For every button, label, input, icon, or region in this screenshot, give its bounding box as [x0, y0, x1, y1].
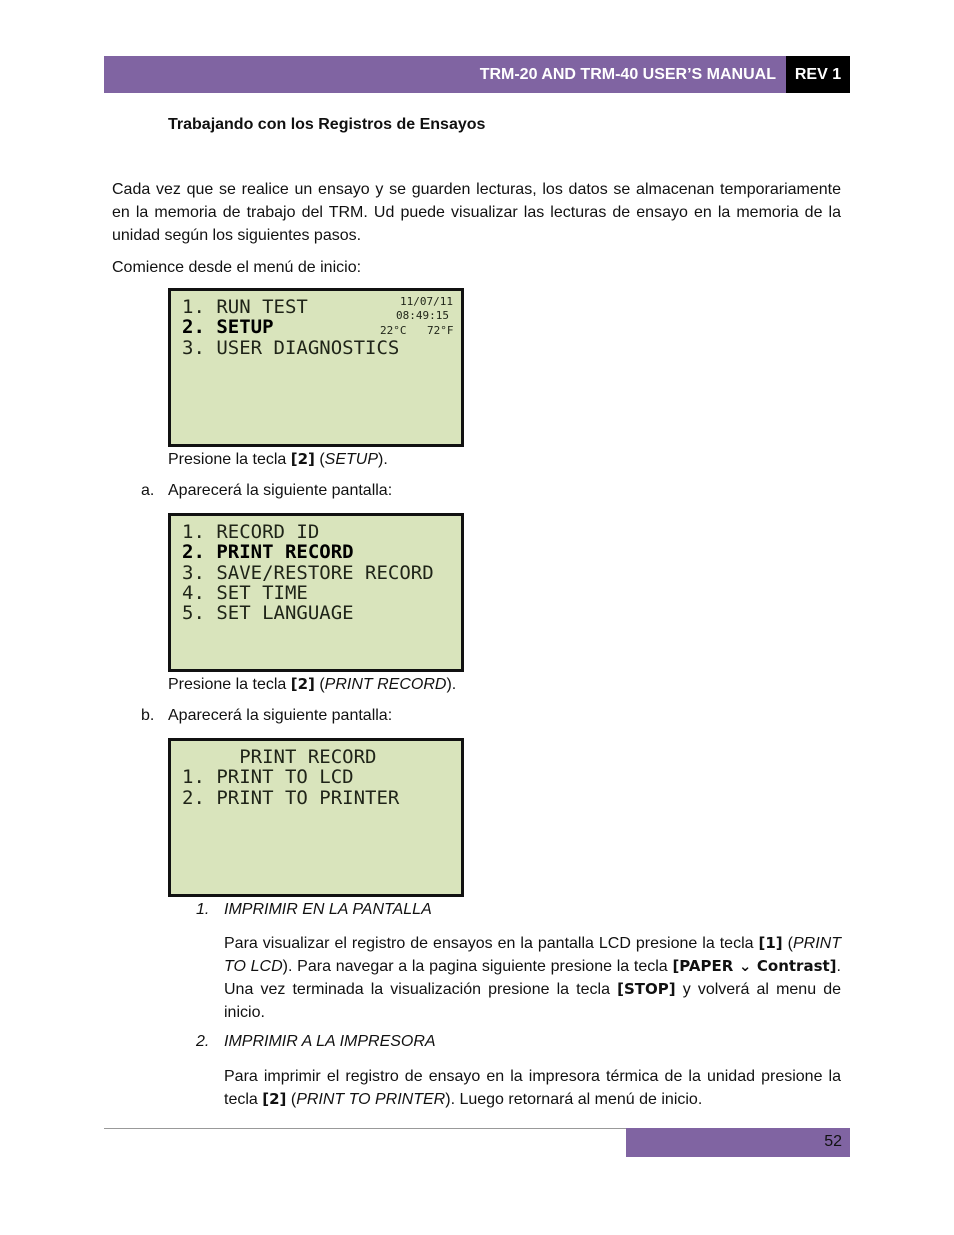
start-instruction: Comience desde el menú de inicio:: [112, 259, 362, 276]
section-title: Trabajando con los Registros de Ensayos: [168, 116, 486, 133]
key-label: [2]: [262, 1090, 287, 1108]
lcd-screen-main-menu: [168, 288, 464, 447]
lcd-line: 4. SET TIME: [182, 581, 308, 604]
lcd-line-highlighted: 2. PRINT RECORD: [182, 541, 354, 564]
list-marker-a: a.: [141, 482, 155, 499]
list-marker-b: b.: [141, 707, 155, 724]
lcd-line: 1. RUN TEST: [182, 296, 308, 318]
key-label: [1]: [758, 934, 783, 952]
key-label: [PAPER ⌄ Contrast]: [672, 957, 837, 975]
sub-paragraph-1: Para visualizar el registro de ensayos en la pantalla LCD presione la tecla [1] (PRINT TO LCD). Para navegar a la pagina siguiente presione la tecla [PAPER ⌄ Contrast]. Una vez terminada la visualización presione la tecla [STOP] y volverá al menu de inicio.: [224, 934, 842, 1021]
page-number: 52: [824, 1133, 842, 1150]
lcd-screen-print-record: [168, 738, 464, 897]
lcd-lines: [182, 747, 399, 808]
list-text-b: Aparecerá la siguiente pantalla:: [168, 707, 393, 724]
sub-marker-1: 1.: [196, 901, 210, 918]
sub-marker-2: 2.: [196, 1033, 210, 1050]
intro-paragraph: Cada vez que se realice un ensayo y se guarden lecturas, los datos se almacenan temporariamente en la memoria de trabajo del TRM. Ud puede visualizar las lecturas de ensayo en la memoria de la unidad según los siguientes pasos.: [112, 181, 841, 244]
key-label: [STOP]: [617, 980, 676, 998]
lcd-temp-celsius: 22°C: [380, 324, 407, 337]
sub-paragraph-2: Para imprimir el registro de ensayo en la impresora térmica de la unidad presione la tecla [2] (PRINT TO PRINTER). Luego retornará al menú de inicio.: [224, 1068, 841, 1108]
lcd-line: 2. PRINT TO PRINTER: [182, 786, 400, 809]
lcd-line: PRINT RECORD: [182, 746, 377, 768]
lcd-time: 08:49:15: [396, 309, 449, 322]
lcd-temp-fahrenheit: 72°F: [427, 324, 454, 337]
list-text-a: Aparecerá la siguiente pantalla:: [168, 482, 393, 499]
lcd-lines: [182, 297, 399, 358]
revision-badge: REV 1: [786, 56, 850, 93]
step-caption-print-record: Presione la tecla [2] (PRINT RECORD).: [168, 675, 457, 693]
lcd-line: 5. SET LANGUAGE: [182, 602, 354, 625]
lcd-line-highlighted: 2. SETUP: [182, 316, 274, 339]
lcd-line: 1. RECORD ID: [182, 521, 320, 543]
lcd-line: 3. USER DIAGNOSTICS: [182, 336, 400, 359]
lcd-line: 3. SAVE/RESTORE RECORD: [182, 561, 434, 584]
sub-heading-1: IMPRIMIR EN LA PANTALLA: [224, 901, 432, 918]
lcd-lines: [182, 522, 434, 623]
key-label: [2]: [290, 675, 315, 693]
manual-title: TRM-20 AND TRM-40 USER’S MANUAL: [479, 66, 776, 83]
lcd-screen-setup-menu: [168, 513, 464, 672]
lcd-date: 11/07/11: [400, 295, 453, 308]
lcd-line: 1. PRINT TO LCD: [182, 766, 354, 789]
sub-heading-2: IMPRIMIR A LA IMPRESORA: [224, 1033, 436, 1050]
key-label: [2]: [290, 450, 315, 468]
step-caption-setup: Presione la tecla [2] (SETUP).: [168, 450, 388, 468]
